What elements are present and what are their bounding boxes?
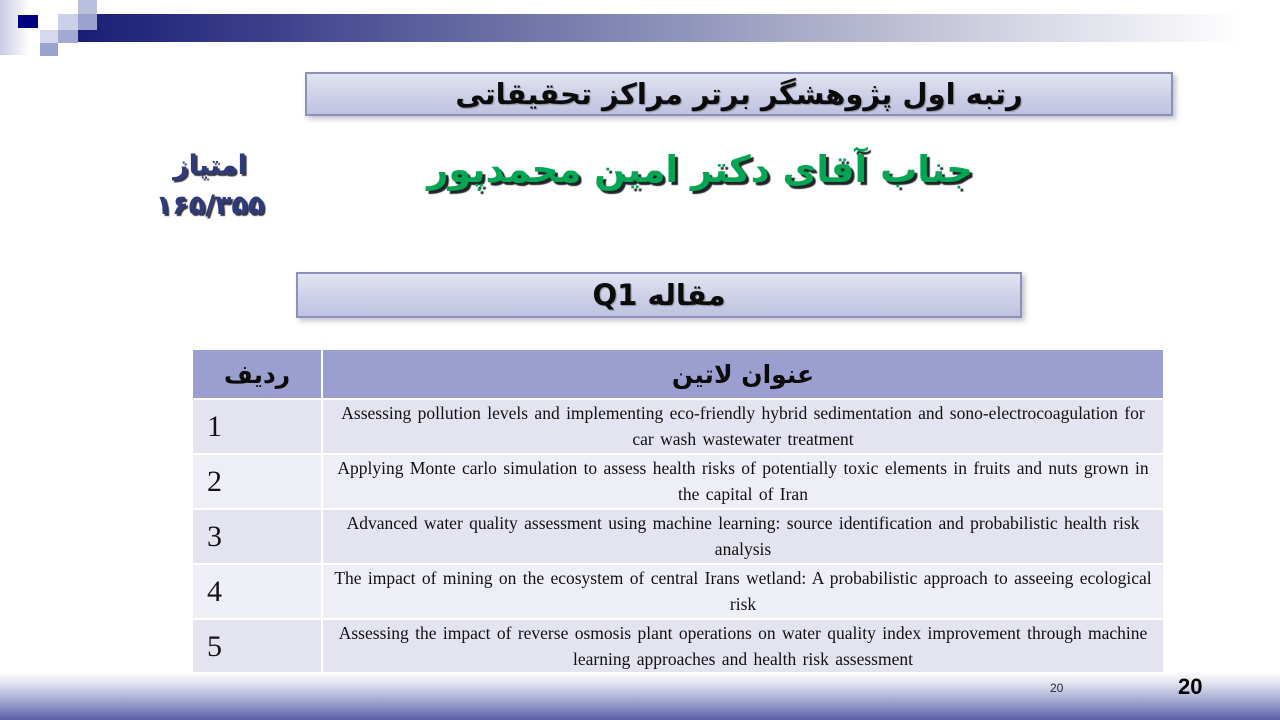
paper-title: Assessing pollution levels and implementing eco-friendly hybrid sedimentation and sono-electrocoagulation for car wash wastewater treatment	[323, 400, 1163, 453]
q1-section-label: مقاله Q1	[592, 278, 726, 312]
table-row	[193, 400, 1163, 453]
score-value: ۱۶۵/۳۵۵	[155, 190, 265, 221]
table-row	[193, 620, 1163, 673]
papers-table	[193, 350, 1163, 675]
slide-title: رتبه اول پژوهشگر برتر مراکز تحقیقاتی	[455, 77, 1023, 111]
top-gradient-bar	[77, 14, 1280, 42]
researcher-name: جناب آقای دکتر امین محمدپور	[427, 148, 973, 191]
deco-square	[18, 15, 38, 28]
paper-title: Advanced water quality assessment using machine learning: source identification and probabilistic health risk analysis	[323, 510, 1163, 563]
table-body	[193, 400, 1163, 673]
paper-title: Applying Monte carlo simulation to assess health risks of potentially toxic elements in fruits and nuts grown in the capital of Iran	[323, 455, 1163, 508]
score-block	[120, 146, 300, 226]
page-number-slide: 20	[1178, 674, 1203, 699]
deco-square	[78, 0, 97, 14]
deco-square	[58, 14, 78, 30]
deco-square	[40, 30, 58, 43]
paper-title: Assessing the impact of reverse osmosis plant operations on water quality index improvement through machine learning approaches and health risk assessment	[323, 620, 1163, 673]
q1-section-banner	[296, 272, 1022, 318]
column-header-latin-title: عنوان لاتین	[323, 350, 1163, 398]
row-number: 4	[193, 565, 321, 618]
paper-title: The impact of mining on the ecosystem of central Irans wetland: A probabilistic approach to asseeing ecological risk	[323, 565, 1163, 618]
table-row	[193, 510, 1163, 563]
row-number: 2	[193, 455, 321, 508]
column-header-radif: ردیف	[193, 350, 321, 398]
table-row	[193, 565, 1163, 618]
deco-square	[58, 30, 78, 43]
page-number-footer: 20	[1050, 681, 1064, 695]
bottom-gradient-bar	[0, 672, 1280, 720]
row-number: 1	[193, 400, 321, 453]
table-header-row	[193, 350, 1163, 398]
row-number: 3	[193, 510, 321, 563]
slide-title-banner	[305, 72, 1173, 116]
deco-square	[40, 43, 58, 56]
score-label: امتیاز	[173, 150, 247, 181]
row-number: 5	[193, 620, 321, 673]
deco-square	[78, 14, 97, 30]
table-row	[193, 455, 1163, 508]
